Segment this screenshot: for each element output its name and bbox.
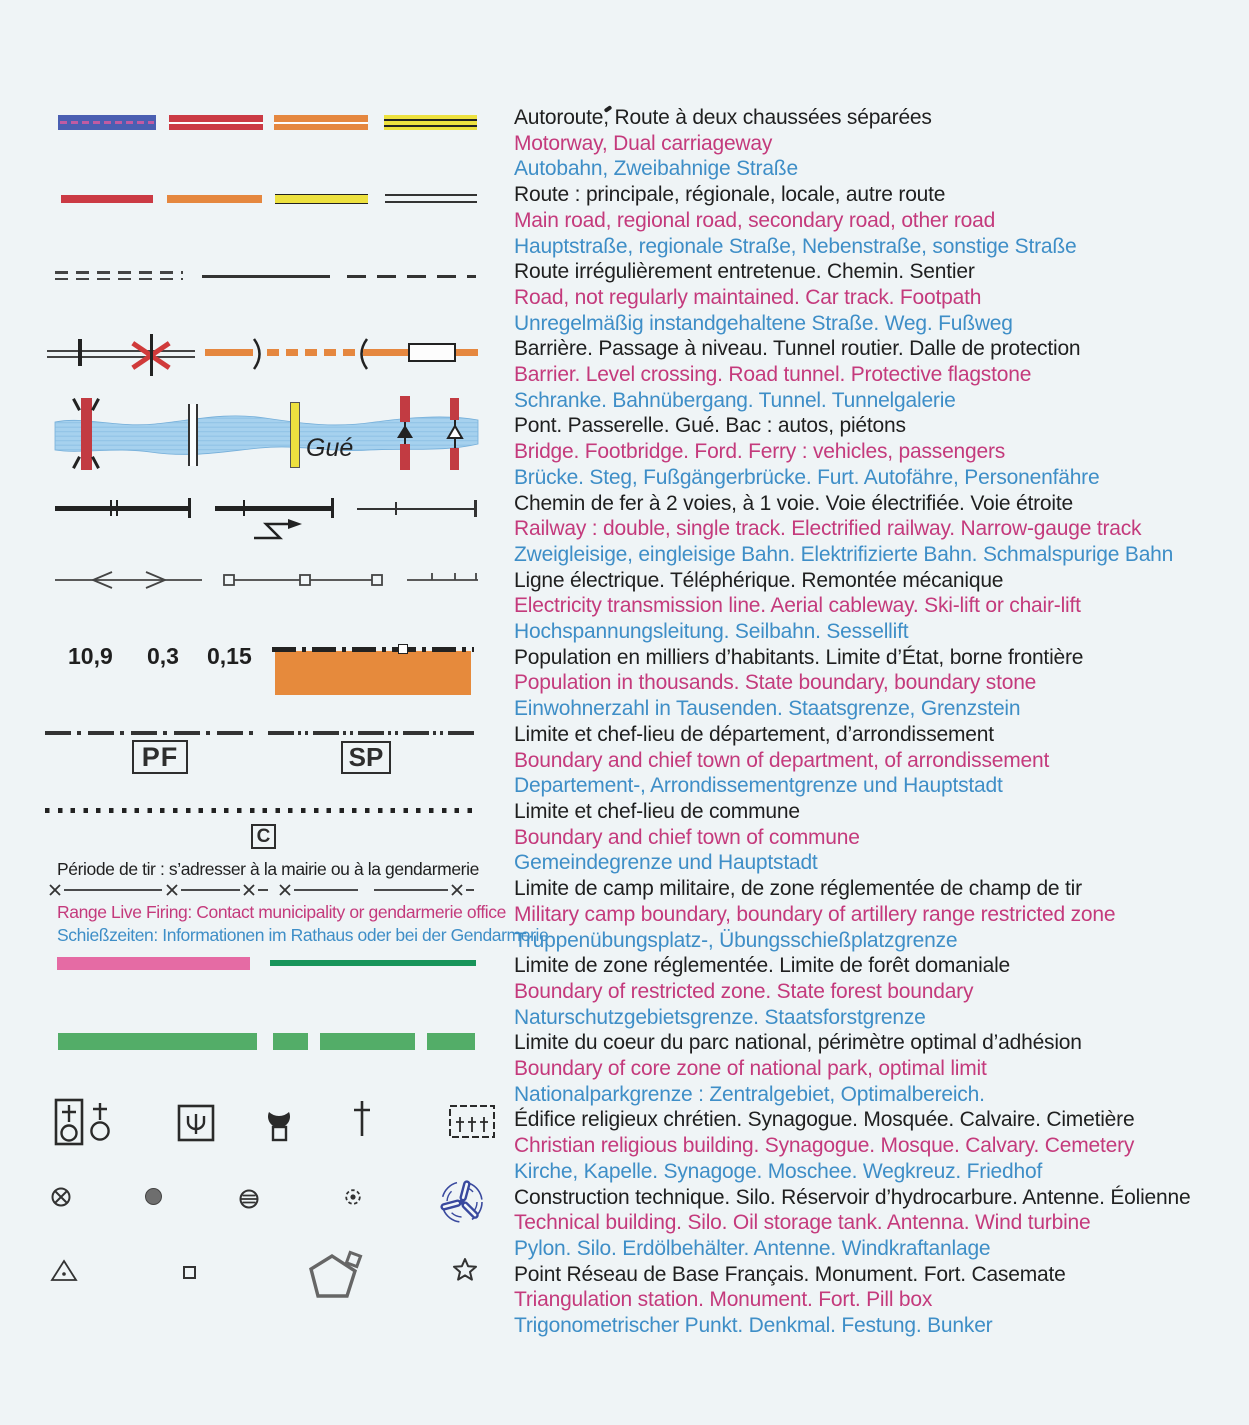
legend-line-13-en: Christian religious building. Synagogue. Mosque. Calvary. Cemetery: [514, 1134, 1135, 1158]
ford-icon: [290, 402, 300, 468]
legend-line-1-de: Hauptstraße, regionale Straße, Nebenstraße, sonstige Straße: [514, 234, 1077, 258]
antenna-icon: [344, 1188, 362, 1206]
church-icon: [53, 1098, 89, 1148]
other-road-icon: [385, 194, 477, 203]
firing-note-fr: Période de tir : s’adresser à la mairie ou à la gendarmerie: [57, 859, 479, 879]
firing-note-de: Schießzeiten: Informationen im Rathaus oder bei der Gendarmerie: [57, 925, 549, 945]
legend-line-11-fr: Limite de zone réglementée. Limite de forêt domaniale: [514, 954, 1011, 978]
dual-carriageway-red-icon: [169, 115, 263, 130]
ferry-passengers-icon: [447, 398, 463, 470]
legend-line-7-fr: Population en milliers d’habitants. Limite d’État, borne frontière: [514, 645, 1084, 669]
protective-flagstone-icon: [408, 343, 456, 362]
legend-line-12-en: Boundary of core zone of national park, optimal limit: [514, 1057, 987, 1081]
footpath-icon: [347, 275, 476, 278]
main-road-icon: [61, 195, 153, 203]
legend-line-10-en: Military camp boundary, boundary of artillery range restricted zone: [514, 902, 1116, 926]
footbridge-icon: [188, 404, 198, 466]
park-core-boundary-icon: [58, 1033, 257, 1050]
legend-line-3-en: Barrier. Level crossing. Road tunnel. Protective flagstone: [514, 363, 1032, 387]
military-boundary-icon: [40, 882, 475, 898]
legend-line-6-fr: Ligne électrique. Téléphérique. Remontée mécanique: [514, 568, 1004, 592]
legend-line-4-de: Brücke. Steg, Fußgängerbrücke. Furt. Autofähre, Personenfähre: [514, 465, 1100, 489]
sp-text: SP: [348, 742, 384, 772]
railway-narrow-gauge-icon: [357, 498, 479, 524]
legend-line-2-en: Road, not regularly maintained. Car track. Footpath: [514, 285, 982, 309]
legend-line-5-fr: Chemin de fer à 2 voies, à 1 voie. Voie électrifiée. Voie étroite: [514, 491, 1073, 515]
population-value-3: 0,15: [207, 643, 252, 669]
cemetery-icon: [448, 1104, 496, 1140]
c-text: C: [256, 825, 271, 847]
oil-tank-icon: [238, 1188, 260, 1210]
legend-line-2-fr: Route irrégulièrement entretenue. Chemin. Sentier: [514, 260, 975, 284]
legend-line-9-fr: Limite et chef-lieu de commune: [514, 799, 800, 823]
dual-carriageway-orange-icon: [274, 115, 368, 130]
car-track-icon: [202, 275, 330, 278]
boundary-stone-icon: [398, 644, 408, 654]
legend-line-14-de: Pylon. Silo. Erdölbehälter. Antenne. Windkraftanlage: [514, 1236, 991, 1260]
synagogue-icon: [176, 1103, 216, 1143]
legend-line-15-fr: Point Réseau de Base Français. Monument. Fort. Casemate: [514, 1262, 1066, 1286]
legend-line-11-de: Naturschutzgebietsgrenze. Staatsforstgrenze: [514, 1005, 926, 1029]
wind-turbine-icon: [436, 1174, 488, 1226]
silo-icon: [145, 1188, 162, 1205]
secondary-road-icon: [275, 194, 368, 204]
legend-line-7-de: Einwohnerzahl in Tausenden. Staatsgrenze, Grenzstein: [514, 697, 1021, 721]
legend-line-9-en: Boundary and chief town of commune: [514, 825, 860, 849]
legend-line-3-fr: Barrière. Passage à niveau. Tunnel routier. Dalle de protection: [514, 337, 1081, 361]
pf-text: PF: [141, 741, 179, 772]
legend-line-14-fr: Construction technique. Silo. Réservoir d’hydrocarbure. Antenne. Éolienne: [514, 1185, 1191, 1209]
pylon-icon: [50, 1186, 72, 1208]
legend-line-15-de: Trigonometrischer Punkt. Denkmal. Festung. Bunker: [514, 1314, 993, 1338]
legend-line-9-de: Gemeindegrenze und Hauptstadt: [514, 851, 818, 875]
legend-line-6-en: Electricity transmission line. Aerial cableway. Ski-lift or chair-lift: [514, 594, 1081, 618]
legend-line-0-de: Autobahn, Zweibahnige Straße: [514, 157, 798, 181]
commune-boundary-icon: [45, 808, 477, 813]
dual-carriageway-yellow-icon: [384, 115, 477, 130]
legend-line-4-fr: Pont. Passerelle. Gué. Bac : autos, piétons: [514, 414, 906, 438]
legend-line-5-en: Railway : double, single track. Electrified railway. Narrow-gauge track: [514, 517, 1142, 541]
legend-line-2-de: Unregelmäßig instandgehaltene Straße. Weg. Fußweg: [514, 311, 1013, 335]
legend-line-8-fr: Limite et chef-lieu de département, d’arrondissement: [514, 722, 994, 746]
power-line-row-icon: [50, 570, 480, 590]
monument-icon: [183, 1266, 196, 1279]
regional-road-icon: [167, 195, 262, 203]
prefecture-label: [132, 740, 188, 774]
level-crossing-icon: [128, 333, 174, 377]
fort-icon: [305, 1250, 363, 1302]
chapel-icon: [86, 1100, 114, 1146]
legend-line-0-fr: Autoroute, Route à deux chaussées séparées: [514, 106, 932, 129]
legend-text-column: [514, 105, 1190, 1339]
ford-label: Gué: [306, 434, 354, 462]
legend-line-1-fr: Route : principale, régionale, locale, autre route: [514, 183, 946, 207]
state-territory-band-icon: [275, 651, 471, 695]
road-tunnel-icon: [205, 337, 478, 371]
legend-line-1-en: Main road, regional road, secondary road, other road: [514, 208, 996, 232]
state-forest-boundary-icon: [270, 960, 476, 966]
legend-line-13-fr: Édifice religieux chrétien. Synagogue. Mosquée. Calvaire. Cimetière: [514, 1108, 1135, 1132]
commune-label: [251, 824, 276, 849]
legend-line-12-fr: Limite du coeur du parc national, périmètre optimal d’adhésion: [514, 1031, 1082, 1055]
legend-line-4-en: Bridge. Footbridge. Ford. Ferry : vehicles, passengers: [514, 440, 1006, 464]
legend-line-13-de: Kirche, Kapelle. Synagoge. Moschee. Wegkreuz. Friedhof: [514, 1159, 1043, 1183]
legend-line-0-en: Motorway, Dual carriageway: [514, 131, 773, 155]
legend-line-10-fr: Limite de camp militaire, de zone réglementée de champ de tir: [514, 877, 1082, 901]
bridge-icon: [72, 396, 100, 472]
subprefecture-label: [341, 741, 391, 774]
mosque-icon: [263, 1100, 295, 1146]
legend-line-14-en: Technical building. Silo. Oil storage tank. Antenna. Wind turbine: [514, 1211, 1091, 1235]
department-boundary-icon: [45, 731, 257, 735]
firing-note-en: Range Live Firing: Contact municipality or gendarmerie office: [57, 902, 506, 922]
railway-double-icon: [55, 498, 195, 524]
legend-line-7-en: Population in thousands. State boundary, boundary stone: [514, 671, 1037, 695]
legend-line-6-de: Hochspannungsleitung. Seilbahn. Sessellift: [514, 620, 909, 644]
legend-line-8-de: Departement-, Arrondissementgrenze und Hauptstadt: [514, 774, 1003, 798]
ferry-vehicles-icon: [397, 396, 415, 470]
restricted-zone-boundary-icon: [57, 957, 250, 970]
legend-line-12-de: Nationalparkgrenze : Zentralgebiet, Optimalbereich.: [514, 1082, 985, 1106]
legend-line-10-de: Truppenübungsplatz-, Übungsschießplatzgrenze: [514, 928, 958, 952]
arrondissement-boundary-icon: [268, 731, 478, 735]
legend-line-3-de: Schranke. Bahnübergang. Tunnel. Tunnelgalerie: [514, 388, 956, 412]
triangulation-station-icon: [50, 1259, 78, 1283]
population-value-1: 10,9: [68, 643, 113, 669]
population-value-2: 0,3: [147, 643, 179, 669]
calvary-icon: [350, 1098, 374, 1140]
legend-line-11-en: Boundary of restricted zone. State forest boundary: [514, 979, 974, 1003]
park-optimal-boundary-icon: [273, 1033, 476, 1050]
legend-line-5-de: Zweigleisige, eingleisige Bahn. Elektrifizierte Bahn. Schmalspurige Bahn: [514, 542, 1174, 566]
state-boundary-line-icon: [272, 647, 474, 652]
motorway-symbol-icon: [58, 115, 156, 130]
unmaintained-road-icon: [55, 271, 183, 281]
pill-box-icon: [452, 1257, 478, 1283]
electrified-arrow-icon: [250, 516, 310, 542]
legend-line-15-en: Triangulation station. Monument. Fort. Pill box: [514, 1288, 933, 1312]
legend-line-8-en: Boundary and chief town of department, of arrondissement: [514, 748, 1050, 772]
